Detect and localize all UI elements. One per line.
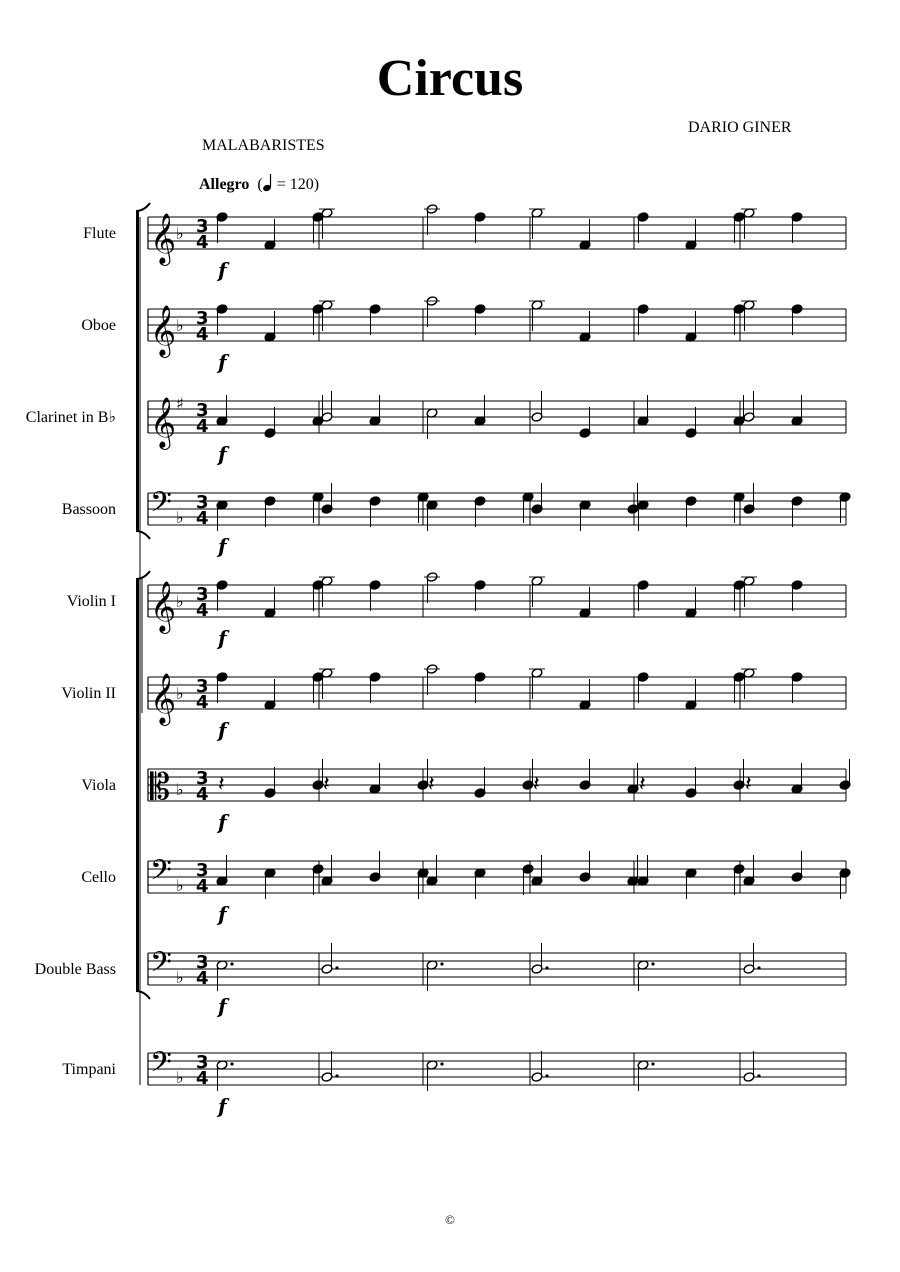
strings-bracket — [136, 579, 139, 991]
dot — [651, 962, 654, 965]
time-sig-bottom: 4 — [196, 232, 209, 253]
time-sig-top: 3 — [196, 492, 209, 513]
time-sig-top: 3 — [196, 308, 209, 329]
bass-clef-icon: 𝄢 — [150, 486, 172, 526]
treble-clef-icon: 𝄞 — [150, 581, 177, 632]
copyright-notice: © — [445, 1212, 455, 1227]
treble-clef-icon: 𝄞 — [150, 305, 177, 356]
instrument-name: Flute — [83, 225, 116, 242]
instrument-name: Viola — [81, 777, 116, 794]
flat-key-icon: ♭ — [176, 876, 184, 895]
dot — [545, 966, 548, 969]
strings-bracket-bottom-hook — [136, 991, 150, 999]
bass-clef-icon: 𝄢 — [150, 946, 172, 986]
dot — [545, 1074, 548, 1077]
time-sig-top: 3 — [196, 400, 209, 421]
treble-clef-icon: 𝄞 — [150, 397, 177, 448]
dynamic-marking: f — [218, 442, 227, 466]
time-sig-top: 3 — [196, 584, 209, 605]
dynamic-marking: f — [218, 258, 227, 282]
instrument-name: Timpani — [62, 1061, 116, 1078]
time-sig-bottom: 4 — [196, 784, 209, 805]
bass-clef-icon: 𝄢 — [150, 854, 172, 894]
quarter-rest-icon: 𝄽 — [745, 772, 752, 797]
instrument-name: Double Bass — [34, 961, 116, 978]
time-sig-bottom: 4 — [196, 876, 209, 897]
time-sig-top: 3 — [196, 216, 209, 237]
dynamic-marking: f — [218, 994, 227, 1018]
instrument-name: Clarinet in B♭ — [25, 409, 116, 426]
dot — [757, 966, 760, 969]
dot — [335, 1074, 338, 1077]
flat-key-icon: ♭ — [176, 1068, 184, 1087]
time-sig-bottom: 4 — [196, 324, 209, 345]
treble-clef-icon: 𝄞 — [150, 213, 177, 264]
time-sig-bottom: 4 — [196, 692, 209, 713]
tempo-paren-open: ( — [253, 176, 263, 193]
dot — [230, 1062, 233, 1065]
dynamic-marking: f — [218, 350, 227, 374]
tempo-value: = 120 — [276, 176, 314, 193]
dot — [651, 1062, 654, 1065]
quarter-rest-icon: 𝄽 — [428, 772, 435, 797]
time-sig-top: 3 — [196, 952, 209, 973]
flat-key-icon: ♭ — [176, 508, 184, 527]
time-sig-bottom: 4 — [196, 416, 209, 437]
flat-key-icon: ♭ — [176, 316, 184, 335]
flat-key-icon: ♭ — [176, 684, 184, 703]
woodwind-bracket — [136, 211, 139, 531]
time-sig-top: 3 — [196, 860, 209, 881]
dot — [335, 966, 338, 969]
dynamic-marking: f — [218, 810, 227, 834]
time-sig-top: 3 — [196, 768, 209, 789]
instrument-name: Violin II — [61, 685, 116, 702]
tempo-paren-close: ) — [313, 176, 320, 193]
bass-clef-icon: 𝄢 — [150, 1046, 172, 1086]
dynamic-marking: f — [218, 902, 227, 926]
flat-key-icon: ♭ — [176, 224, 184, 243]
dynamic-marking: f — [218, 718, 227, 742]
movement-subtitle: MALABARISTES — [202, 137, 325, 154]
instrument-name: Violin I — [66, 593, 116, 610]
time-sig-bottom: 4 — [196, 1068, 209, 1089]
flat-key-icon: ♭ — [176, 592, 184, 611]
dot — [230, 962, 233, 965]
time-sig-bottom: 4 — [196, 968, 209, 989]
dynamic-marking: f — [218, 1094, 227, 1118]
flat-key-icon: ♭ — [176, 780, 184, 799]
quarter-rest-icon: 𝄽 — [639, 772, 646, 797]
staff-violin-i — [67, 585, 846, 650]
time-sig-top: 3 — [196, 1052, 209, 1073]
instrument-name: Bassoon — [61, 501, 116, 518]
woodwind-bracket-top-hook — [136, 203, 150, 211]
strings-bracket-top-hook — [136, 571, 150, 579]
time-sig-bottom: 4 — [196, 508, 209, 529]
woodwind-bracket-bottom-hook — [136, 531, 150, 539]
score-title: Circus — [376, 50, 524, 107]
dot — [440, 1062, 443, 1065]
alto-clef-icon: 𝄡 — [150, 767, 171, 808]
composer-name: DARIO GINER — [688, 119, 792, 136]
dynamic-marking: f — [218, 534, 227, 558]
time-sig-top: 3 — [196, 676, 209, 697]
flat-key-icon: ♭ — [176, 968, 184, 987]
dot — [440, 962, 443, 965]
quarter-rest-icon: 𝄽 — [323, 772, 330, 797]
instrument-name: Cello — [81, 869, 116, 886]
sharp-key-icon: ♯ — [176, 394, 184, 413]
dot — [757, 1074, 760, 1077]
time-sig-bottom: 4 — [196, 600, 209, 621]
instrument-name: Oboe — [81, 317, 116, 334]
treble-clef-icon: 𝄞 — [150, 673, 177, 724]
quarter-rest-icon: 𝄽 — [218, 772, 225, 797]
quarter-rest-icon: 𝄽 — [533, 772, 540, 797]
dynamic-marking: f — [218, 626, 227, 650]
tempo-text: Allegro — [199, 176, 250, 193]
